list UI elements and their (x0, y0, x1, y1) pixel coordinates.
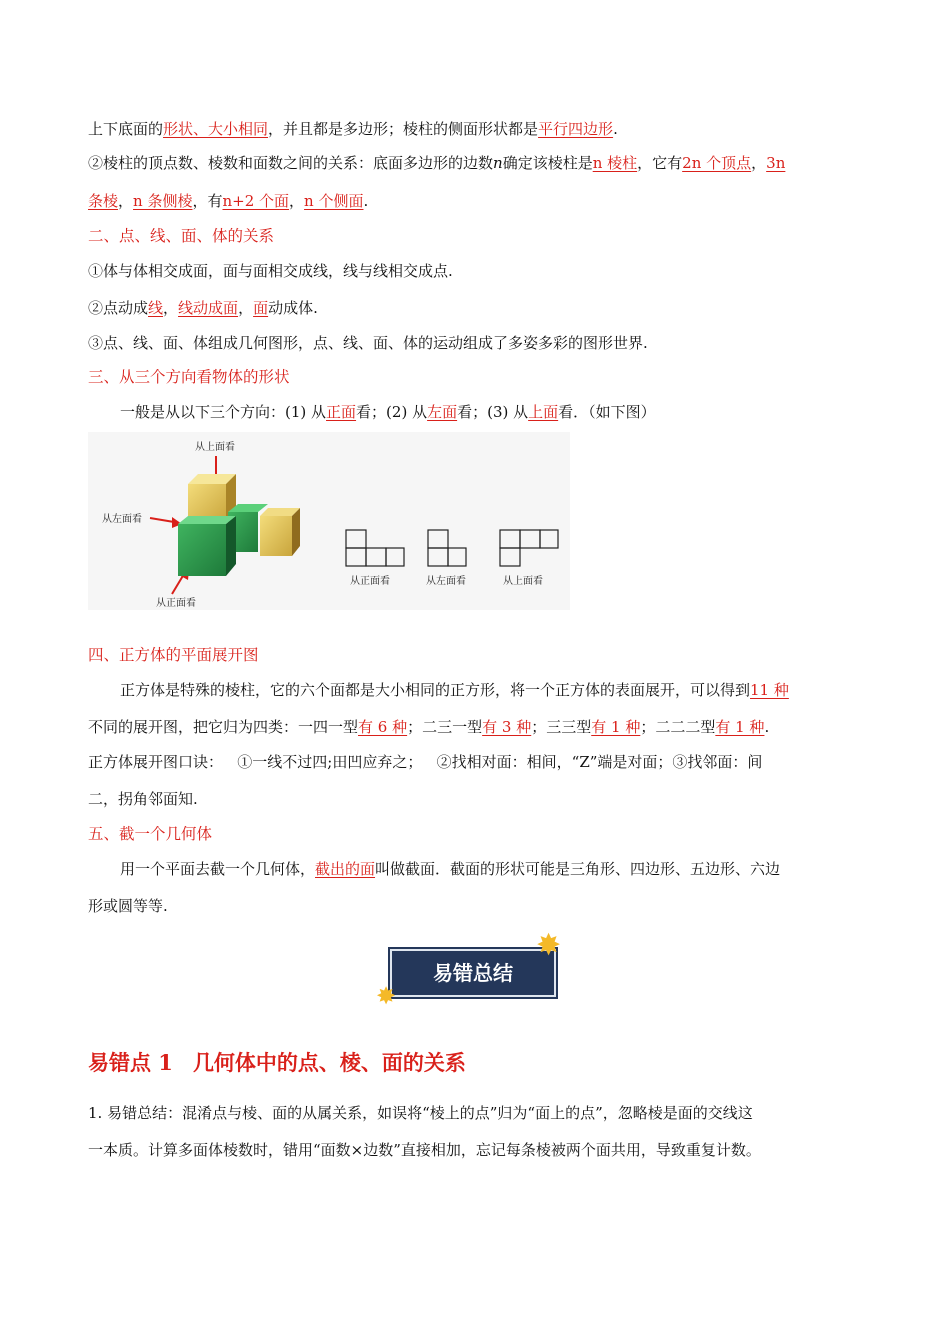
paragraph-prism-counts-cont: 条棱，n 条侧棱，有n+2 个面，n 个侧面. (88, 192, 369, 210)
answer-faces: n+2 个面 (222, 192, 290, 210)
label-from-left: 从左面看 (102, 514, 142, 525)
top-view-drawing (500, 530, 558, 566)
answer-side-edges: n 条侧棱 (133, 192, 193, 210)
paragraph-motion: ②点动成线，线动成面，面动成体. (88, 299, 318, 317)
paragraph-cube-nets: 正方体是特殊的棱柱，它的六个面都是大小相同的正方形，将一个正方体的表面展开，可以得到11 种 (120, 681, 789, 699)
arrow-front (172, 574, 184, 594)
paragraph-mistake-summary-cont: 一本质。计算多面体棱数时，错用“面数×边数”直接相加，忘记每条棱被两个面共用，导致重复计数。 (88, 1141, 761, 1159)
caption-left-view: 从左面看 (426, 576, 466, 587)
label-from-front: 从正面看 (156, 598, 196, 609)
mistake-point-title: 易错点 1 几何体中的点、棱、面的关系 (88, 1050, 466, 1075)
banner-text: 易错总结 (433, 961, 513, 985)
left-view-drawing (428, 530, 466, 566)
section-heading-3: 三、从三个方向看物体的形状 (88, 368, 290, 386)
answer-shape-size: 形状、大小相同 (163, 120, 269, 138)
paragraph-three-directions: 一般是从以下三个方向：(1) 从正面看；(2) 从左面看；(3) 从上面看．（如下图） (120, 403, 656, 421)
answer-n-prism: n 棱柱 (592, 154, 638, 172)
answer-11-types: 11 种 (750, 681, 789, 699)
mistake-summary-banner (376, 928, 562, 1010)
arrow-left (150, 518, 174, 522)
label-from-top: 从上面看 (195, 442, 235, 453)
paragraph-cross-section-cont: 形或圆等等. (88, 897, 168, 915)
paragraph-prism-counts: ②棱柱的顶点数、棱数和面数之间的关系：底面多边形的边数n确定该棱柱是n 棱柱，它有2n 个顶点，3n (88, 154, 786, 172)
paragraph-cross-section: 用一个平面去截一个几何体，截出的面叫做截面．截面的形状可能是三角形、四边形、五边形、六边 (120, 860, 781, 878)
cube-stack (178, 474, 300, 576)
paragraph-prism-faces: 上下底面的形状、大小相同，并且都是多边形；棱柱的侧面形状都是平行四边形. (88, 120, 618, 138)
paragraph-intersections: ①体与体相交成面，面与面相交成线，线与线相交成点. (88, 262, 453, 280)
answer-side-faces: n 个侧面 (304, 192, 364, 210)
section-heading-2: 二、点、线、面、体的关系 (88, 227, 275, 245)
caption-top-view: 从上面看 (503, 576, 543, 587)
paragraph-cube-net-types: 不同的展开图，把它归为四类：一四一型有 6 种；二三一型有 3 种；三三型有 1 种；二二二型有 1 种. (88, 718, 770, 736)
paragraph-mistake-summary: 1. 易错总结：混淆点与棱、面的从属关系，如误将“棱上的点”归为“面上的点”，忽略棱是面的交线这 (88, 1104, 753, 1122)
answer-edges-count: 3n (766, 154, 786, 172)
answer-vertices: 2n 个顶点 (682, 154, 752, 172)
section-heading-4: 四、正方体的平面展开图 (88, 646, 259, 664)
caption-front-view: 从正面看 (350, 576, 390, 587)
front-view-drawing (346, 530, 404, 566)
three-views-figure (88, 432, 570, 610)
star-icon: ✸ (536, 928, 562, 963)
paragraph-mnemonic: 正方体展开图口诀： ①一线不过四;田凹应弃之； ②找相对面：相间，“Z”端是对面；③找邻面：间 (88, 753, 763, 771)
paragraph-mnemonic-cont: 二，拐角邻面知. (88, 790, 198, 808)
answer-parallelogram: 平行四边形 (538, 120, 614, 138)
three-views-illustration (88, 432, 570, 610)
paragraph-geometry-world: ③点、线、面、体组成几何图形，点、线、面、体的运动组成了多姿多彩的图形世界. (88, 334, 648, 352)
star-icon: ✸ (376, 982, 397, 1010)
section-heading-5: 五、截一个几何体 (88, 825, 213, 843)
